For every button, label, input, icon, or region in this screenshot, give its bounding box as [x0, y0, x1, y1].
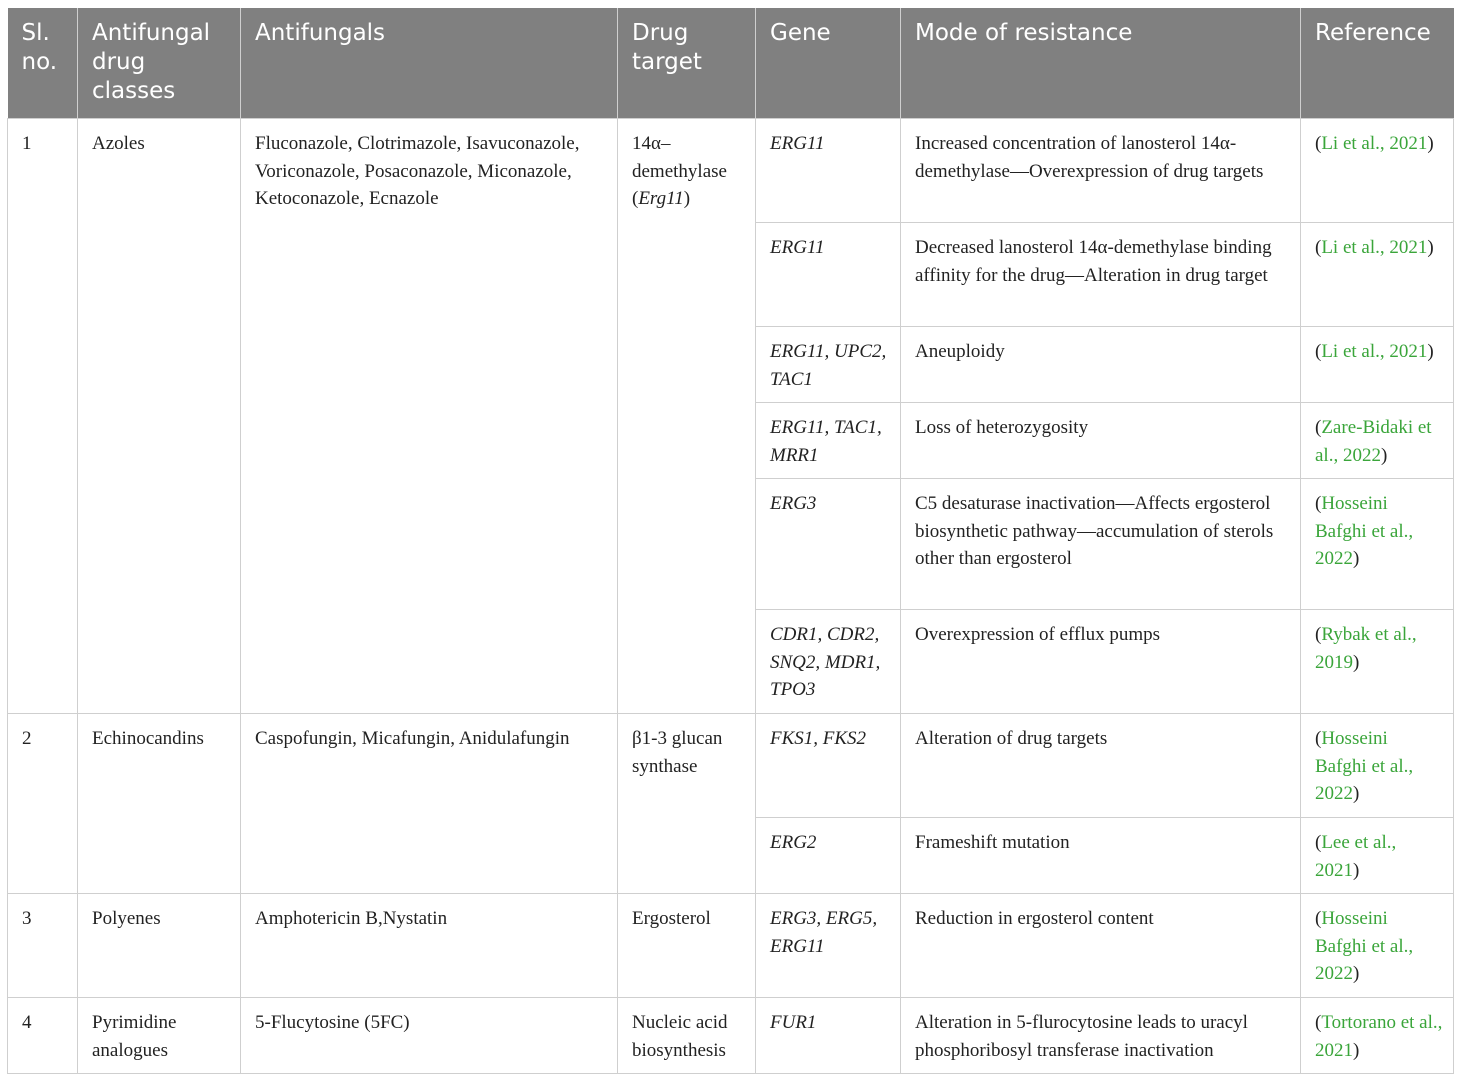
sl-no-cell: 2	[8, 714, 78, 894]
header-sl-no: Sl. no.	[8, 8, 78, 119]
drug-target-cell: Nucleic acid biosynthesis	[618, 998, 756, 1074]
header-drug-target: Drug target	[618, 8, 756, 119]
reference-link[interactable]: Li et al., 2021	[1321, 133, 1428, 154]
mode-cell: Overexpression of efflux pumps	[901, 610, 1301, 714]
gene-cell: ERG2	[756, 818, 901, 894]
target-gene-italic: Erg11	[638, 188, 684, 209]
reference-link[interactable]: Hosseini Bafghi et al., 2022	[1315, 728, 1414, 804]
resistance-table	[7, 8, 1454, 1074]
gene-cell: ERG11	[756, 223, 901, 327]
antifungals-cell: Fluconazole, Clotrimazole, Isavuconazole, Voriconazole, Posaconazole, Miconazole, Ketoconazole, Ecnazole	[241, 119, 618, 714]
mode-cell: Alteration of drug targets	[901, 714, 1301, 818]
sl-no-cell: 4	[8, 998, 78, 1074]
reference-link[interactable]: Zare-Bidaki et al., 2022	[1315, 417, 1432, 466]
gene-cell: ERG3, ERG5, ERG11	[756, 894, 901, 998]
header-reference: Reference	[1301, 8, 1454, 119]
target-text: 14α–demethylase (	[632, 133, 727, 209]
table-row	[8, 119, 1454, 223]
mode-cell: Increased concentration of lanosterol 14α-demethylase—Overexpression of drug targets	[901, 119, 1301, 223]
reference-cell: (Hosseini Bafghi et al., 2022)	[1301, 714, 1454, 818]
reference-cell: (Rybak et al., 2019)	[1301, 610, 1454, 714]
gene-cell: ERG11, UPC2, TAC1	[756, 327, 901, 403]
gene-cell: FUR1	[756, 998, 901, 1074]
reference-link[interactable]: Rybak et al., 2019	[1315, 624, 1417, 673]
reference-cell: (Li et al., 2021)	[1301, 327, 1454, 403]
sl-no-cell: 1	[8, 119, 78, 714]
mode-cell: Frameshift mutation	[901, 818, 1301, 894]
reference-link[interactable]: Lee et al., 2021	[1315, 832, 1397, 881]
drug-class-cell: Pyrimidine analogues	[78, 998, 241, 1074]
reference-link[interactable]: Li et al., 2021	[1321, 237, 1428, 258]
drug-target-cell: β1-3 glucan synthase	[618, 714, 756, 894]
antifungals-cell: Amphotericin B,Nystatin	[241, 894, 618, 998]
drug-class-cell: Echinocandins	[78, 714, 241, 894]
header-gene: Gene	[756, 8, 901, 119]
drug-target-cell	[618, 119, 756, 714]
table-row	[8, 894, 1454, 998]
mode-cell: Reduction in ergosterol content	[901, 894, 1301, 998]
reference-cell: (Zare-Bidaki et al., 2022)	[1301, 403, 1454, 479]
reference-link[interactable]: Hosseini Bafghi et al., 2022	[1315, 493, 1414, 569]
gene-cell: ERG11	[756, 119, 901, 223]
gene-cell: CDR1, CDR2, SNQ2, MDR1, TPO3	[756, 610, 901, 714]
header-row	[8, 8, 1454, 119]
mode-cell: C5 desaturase inactivation—Affects ergosterol biosynthetic pathway—accumulation of sterols other than ergosterol	[901, 479, 1301, 610]
mode-cell: Aneuploidy	[901, 327, 1301, 403]
gene-cell: ERG3	[756, 479, 901, 610]
mode-cell: Decreased lanosterol 14α-demethylase binding affinity for the drug—Alteration in drug target	[901, 223, 1301, 327]
reference-cell: (Hosseini Bafghi et al., 2022)	[1301, 894, 1454, 998]
sl-no-cell: 3	[8, 894, 78, 998]
mode-cell: Alteration in 5-flurocytosine leads to uracyl phosphoribosyl transferase inactivation	[901, 998, 1301, 1074]
table-row	[8, 998, 1454, 1074]
target-text-close: )	[683, 188, 691, 209]
table-row	[8, 714, 1454, 818]
reference-cell: (Tortorano et al., 2021)	[1301, 998, 1454, 1074]
gene-cell: ERG11, TAC1, MRR1	[756, 403, 901, 479]
mode-cell: Loss of heterozygosity	[901, 403, 1301, 479]
drug-class-cell: Azoles	[78, 119, 241, 714]
reference-link[interactable]: Tortorano et al., 2021	[1315, 1012, 1443, 1061]
gene-cell: FKS1, FKS2	[756, 714, 901, 818]
drug-class-cell: Polyenes	[78, 894, 241, 998]
reference-cell: (Hosseini Bafghi et al., 2022)	[1301, 479, 1454, 610]
antifungals-cell: 5-Flucytosine (5FC)	[241, 998, 618, 1074]
reference-link[interactable]: Li et al., 2021	[1321, 341, 1428, 362]
header-antifungals: Antifungals	[241, 8, 618, 119]
header-drug-classes: Antifungal drug classes	[78, 8, 241, 119]
reference-link[interactable]: Hosseini Bafghi et al., 2022	[1315, 908, 1414, 984]
antifungals-cell: Caspofungin, Micafungin, Anidulafungin	[241, 714, 618, 894]
drug-target-cell: Ergosterol	[618, 894, 756, 998]
header-mode: Mode of resistance	[901, 8, 1301, 119]
reference-cell: (Lee et al., 2021)	[1301, 818, 1454, 894]
reference-cell: (Li et al., 2021)	[1301, 223, 1454, 327]
reference-cell: (Li et al., 2021)	[1301, 119, 1454, 223]
